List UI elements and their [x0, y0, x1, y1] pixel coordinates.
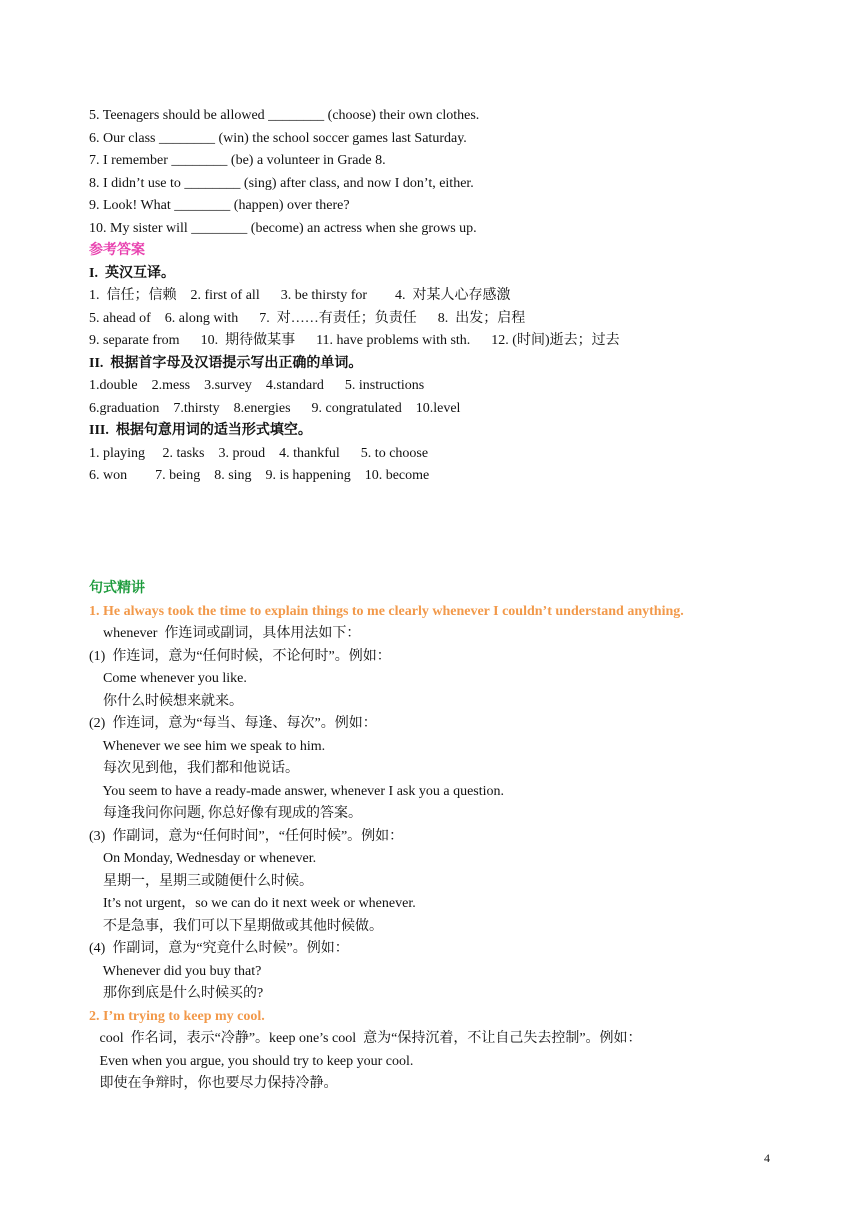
point1-line: 你什么时候想来就来。 — [89, 694, 243, 709]
section3-line: 1. playing 2. tasks 3. proud 4. thankful 5. to choose — [89, 446, 429, 461]
section2-line: 1.double 2.mess 3.survey 4.standard 5. instructions — [89, 378, 425, 393]
point1-line: (2) 作连词，意为“每当、每逢、每次”。例如： — [89, 716, 377, 731]
page-number: 4 — [764, 1151, 770, 1165]
point2-line: Even when you argue, you should try to keep your cool. — [89, 1054, 414, 1069]
section1-line: 5. ahead of 6. along with 7. 对……有责任；负责任 8. 出发；启程 — [89, 311, 526, 326]
section1-line: 9. separate from 10. 期待做某事 11. have problems with sth. 12. (时间)逝去；过去 — [89, 333, 620, 348]
answers-heading: 参考答案 — [89, 243, 145, 258]
point1-line: whenever 作连词或副词，具体用法如下： — [89, 626, 361, 641]
point1-line: (4) 作副词，意为“究竟什么时候”。例如： — [89, 941, 349, 956]
exercise-line-8: 8. I didn’t use to ________ (sing) after class, and now I don’t, either. — [89, 176, 474, 191]
point1-line: On Monday, Wednesday or whenever. — [89, 851, 317, 866]
point1-line: 每次见到他，我们都和他说话。 — [89, 761, 299, 776]
exercise-line-10: 10. My sister will ________ (become) an actress when she grows up. — [89, 221, 477, 236]
point1-line: Whenever we see him we speak to him. — [89, 739, 326, 754]
point2-line: cool 作名词，表示“冷静”。keep one’s cool 意为“保持沉着，不让自己失去控制”。例如： — [89, 1031, 642, 1046]
point1-line: 不是急事，我们可以下星期做或其他时候做。 — [89, 919, 383, 934]
point1-line: (3) 作副词，意为“任何时间”，“任何时候”。例如： — [89, 829, 404, 844]
exercise-line-5: 5. Teenagers should be allowed ________ (choose) their own clothes. — [89, 108, 480, 123]
point1-line: 每逢我问你问题, 你总好像有现成的答案。 — [89, 806, 362, 821]
point1-title: 1. He always took the time to explain things to me clearly whenever I couldn’t understand anything. — [89, 604, 684, 619]
exercise-line-7: 7. I remember ________ (be) a volunteer in Grade 8. — [89, 153, 386, 168]
point1-line: 那你到底是什么时候买的? — [89, 986, 264, 1001]
point2-title: 2. I’m trying to keep my cool. — [89, 1009, 265, 1024]
point1-line: Come whenever you like. — [89, 671, 247, 686]
exercise-line-9: 9. Look! What ________ (happen) over there? — [89, 198, 350, 213]
section2-line: 6.graduation 7.thirsty 8.energies 9. congratulated 10.level — [89, 401, 461, 416]
sentence-section-heading: 句式精讲 — [89, 581, 145, 596]
point1-line: It’s not urgent，so we can do it next week or whenever. — [89, 896, 416, 911]
section1-title: I. 英汉互译。 — [89, 266, 175, 281]
point1-line: Whenever did you buy that? — [89, 964, 262, 979]
point1-line: (1) 作连词，意为“任何时候，不论何时”。例如： — [89, 649, 391, 664]
point1-line: You seem to have a ready-made answer, whenever I ask you a question. — [89, 784, 505, 799]
point1-line: 星期一，星期三或随便什么时候。 — [89, 874, 313, 889]
section1-line: 1. 信任；信赖 2. first of all 3. be thirsty for 4. 对某人心存感激 — [89, 288, 511, 303]
section2-title: II. 根据首字母及汉语提示写出正确的单词。 — [89, 356, 363, 371]
exercise-line-6: 6. Our class ________ (win) the school soccer games last Saturday. — [89, 131, 467, 146]
point2-line: 即使在争辩时，你也要尽力保持冷静。 — [89, 1076, 338, 1091]
section3-title: III. 根据句意用词的适当形式填空。 — [89, 423, 312, 438]
section3-line: 6. won 7. being 8. sing 9. is happening 10. become — [89, 468, 430, 483]
